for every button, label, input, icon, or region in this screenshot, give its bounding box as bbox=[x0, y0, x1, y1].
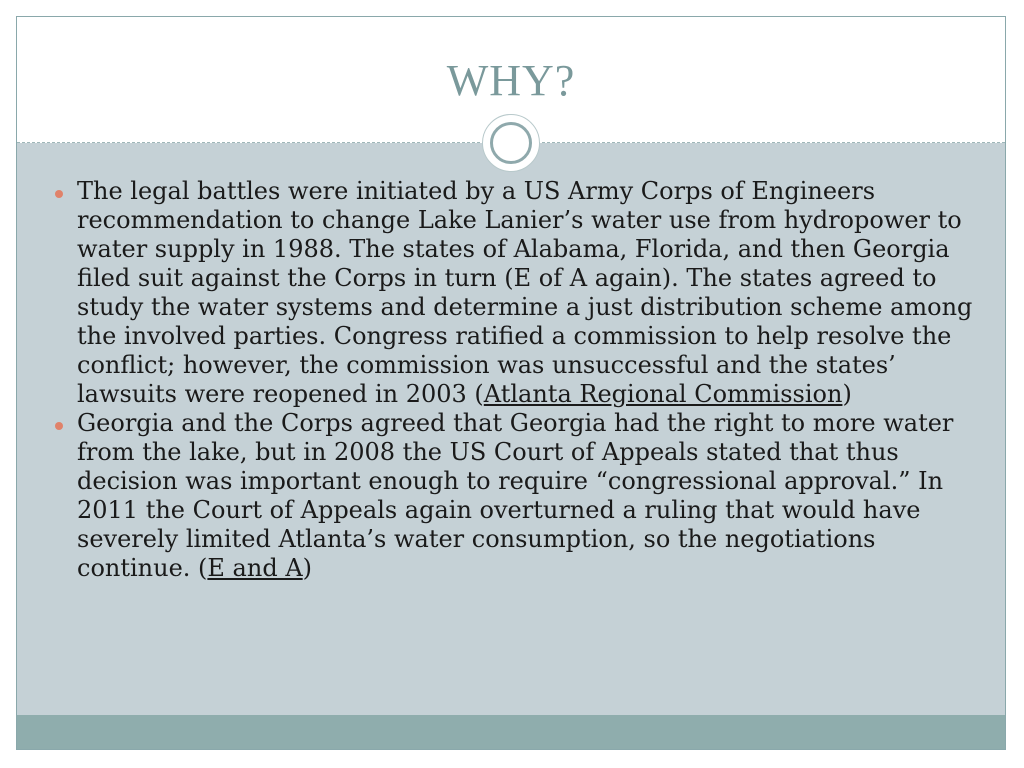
bullet-text: The legal battles were initiated by a US Army Corps of Engineers recommendation to change Lake Lanier’s water use from hydropower to water supply in 1988. The states of Alabama, Florida, and then Georgia filed suit against the Corps in turn (E of A again). The states agreed to study the water systems and determine a just distribution scheme among the involved parties. Congress ratified a commission to help resolve the conflict; however, the commission was unsuccessful and the states’ lawsuits were reopened in 2003 ( bbox=[77, 177, 973, 408]
bullet-dot-icon bbox=[55, 422, 63, 430]
circle-ornament-icon bbox=[482, 114, 540, 172]
bullet-text-end: ) bbox=[302, 554, 313, 582]
content-area bbox=[17, 143, 1005, 715]
link-atlanta-regional-commission[interactable]: Atlanta Regional Commission bbox=[483, 380, 843, 408]
footer-band bbox=[17, 715, 1005, 750]
slide bbox=[16, 16, 1006, 750]
bullet-item bbox=[55, 409, 985, 583]
circle-ornament-ring bbox=[490, 122, 532, 164]
bullet-dot-icon bbox=[55, 190, 63, 198]
link-e-and-a[interactable]: E and A bbox=[207, 554, 303, 582]
bullet-list bbox=[55, 177, 985, 583]
bullet-text: Georgia and the Corps agreed that Georgia had the right to more water from the lake, but in 2008 the US Court of Appeals stated that thus decision was important enough to require “congressional approval.” In 2011 the Court of Appeals again overturned a ruling that would have severely limited Atlanta’s water consumption, so the negotiations continue. ( bbox=[77, 409, 954, 582]
slide-title: WHY? bbox=[446, 56, 576, 105]
bullet-text-end: ) bbox=[842, 380, 852, 408]
bullet-item bbox=[55, 177, 985, 409]
